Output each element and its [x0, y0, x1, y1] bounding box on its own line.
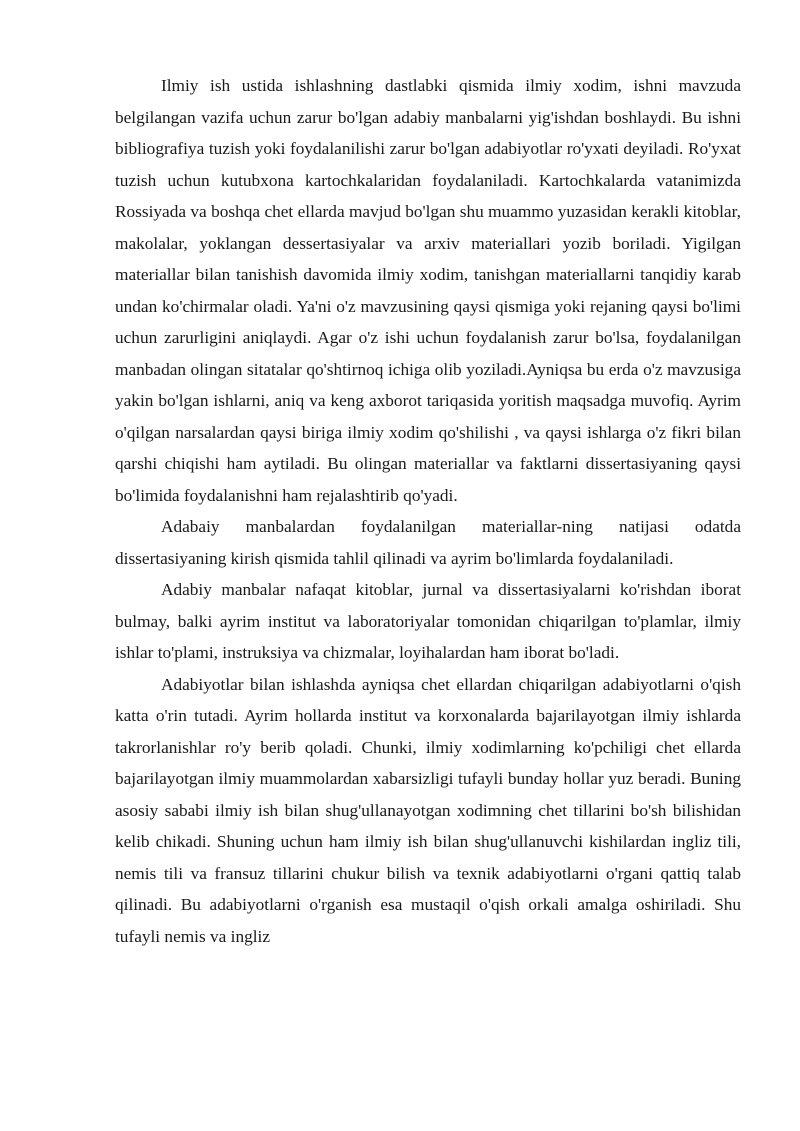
paragraph-literature-results: Adabaiy manbalardan foydalanilgan materiallar-ning natijasi odatda dissertasiyaning kirish qismida tahlil qilinadi va ayrim bo'limlarda foydalaniladi.	[115, 517, 741, 568]
document-page	[115, 70, 741, 952]
paragraph-bibliography: Ilmiy ish ustida ishlashning dastlabki qismida ilmiy xodim, ishni mavzuda belgilangan vazifa uchun zarur bo'lgan adabiy manbalarni yig'ishdan boshlaydi. Bu ishni bibliografiya tuzish yoki foydalanilishi zarur bo'lgan adabiyotlar ro'yxati deyiladi. Ro'yxat tuzish uchun kutubxona kartochkalaridan foydalaniladi. Kartochkalarda vatanimizda Rossiyada va boshqa chet ellarda mavjud bo'lgan shu muammo yuzasidan kerakli kitoblar, makolalar, yoklangan dessertasiyalar va arxiv materiallari yozib boriladi. Yigilgan materiallar bilan tanishish davomida ilmiy xodim, tanishgan materiallarni tanqidiy karab undan ko'chirmalar oladi. Ya'ni o'z mavzusining qaysi qismiga yoki rejaning qaysi bo'limi uchun zarurligini aniqlaydi. Agar o'z ishi uchun foydalanish zarur bo'lsa, foydalanilgan manbadan olingan sitatalar qo'shtirnoq ichiga olib yoziladi.Ayniqsa bu erda o'z mavzusiga yakin bo'lgan ishlarni, aniq va keng axborot tariqasida yoritish maqsadga muvofiq. Ayrim o'qilgan narsalardan qaysi biriga ilmiy xodim qo'shilishi , va qaysi ishlarga o'z fikri bilan qarshi chiqishi ham aytiladi. Bu olingan materiallar va faktlarni dissertasiyaning qaysi bo'limida foydalanishni ham rejalashtirib qo'yadi.	[115, 76, 741, 505]
paragraph-literary-sources: Adabiy manbalar nafaqat kitoblar, jurnal va dissertasiyalarni ko'rishdan iborat bulmay, balki ayrim institut va laboratoriyalar tomonidan chiqarilgan to'plamlar, ilmiy ishlar to'plami, instruksiya va chizmalar, loyihalardan ham iborat bo'ladi.	[115, 580, 741, 662]
paragraph-foreign-literature: Adabiyotlar bilan ishlashda ayniqsa chet ellardan chiqarilgan adabiyotlarni o'qish katta o'rin tutadi. Ayrim hollarda institut va korxonalarda bajarilayotgan ilmiy ishlarda takrorlanishlar ro'y berib qoladi. Chunki, ilmiy xodimlarning ko'pchiligi chet ellarda bajarilayotgan ilmiy muammolardan xabarsizligi tufayli bunday hollar yuz beradi. Buning asosiy sababi ilmiy ish bilan shug'ullanayotgan xodimning chet tillarini bo'sh bilishidan kelib chikadi. Shuning uchun ham ilmiy ish bilan shug'ullanuvchi kishilardan ingliz tili, nemis tili va fransuz tillarini chukur bilish va texnik adabiyotlarni o'rgani qattiq talab qilinadi. Bu adabiyotlarni o'rganish esa mustaqil o'qish orkali amalga oshiriladi. Shu tufayli nemis va ingliz	[115, 674, 741, 946]
